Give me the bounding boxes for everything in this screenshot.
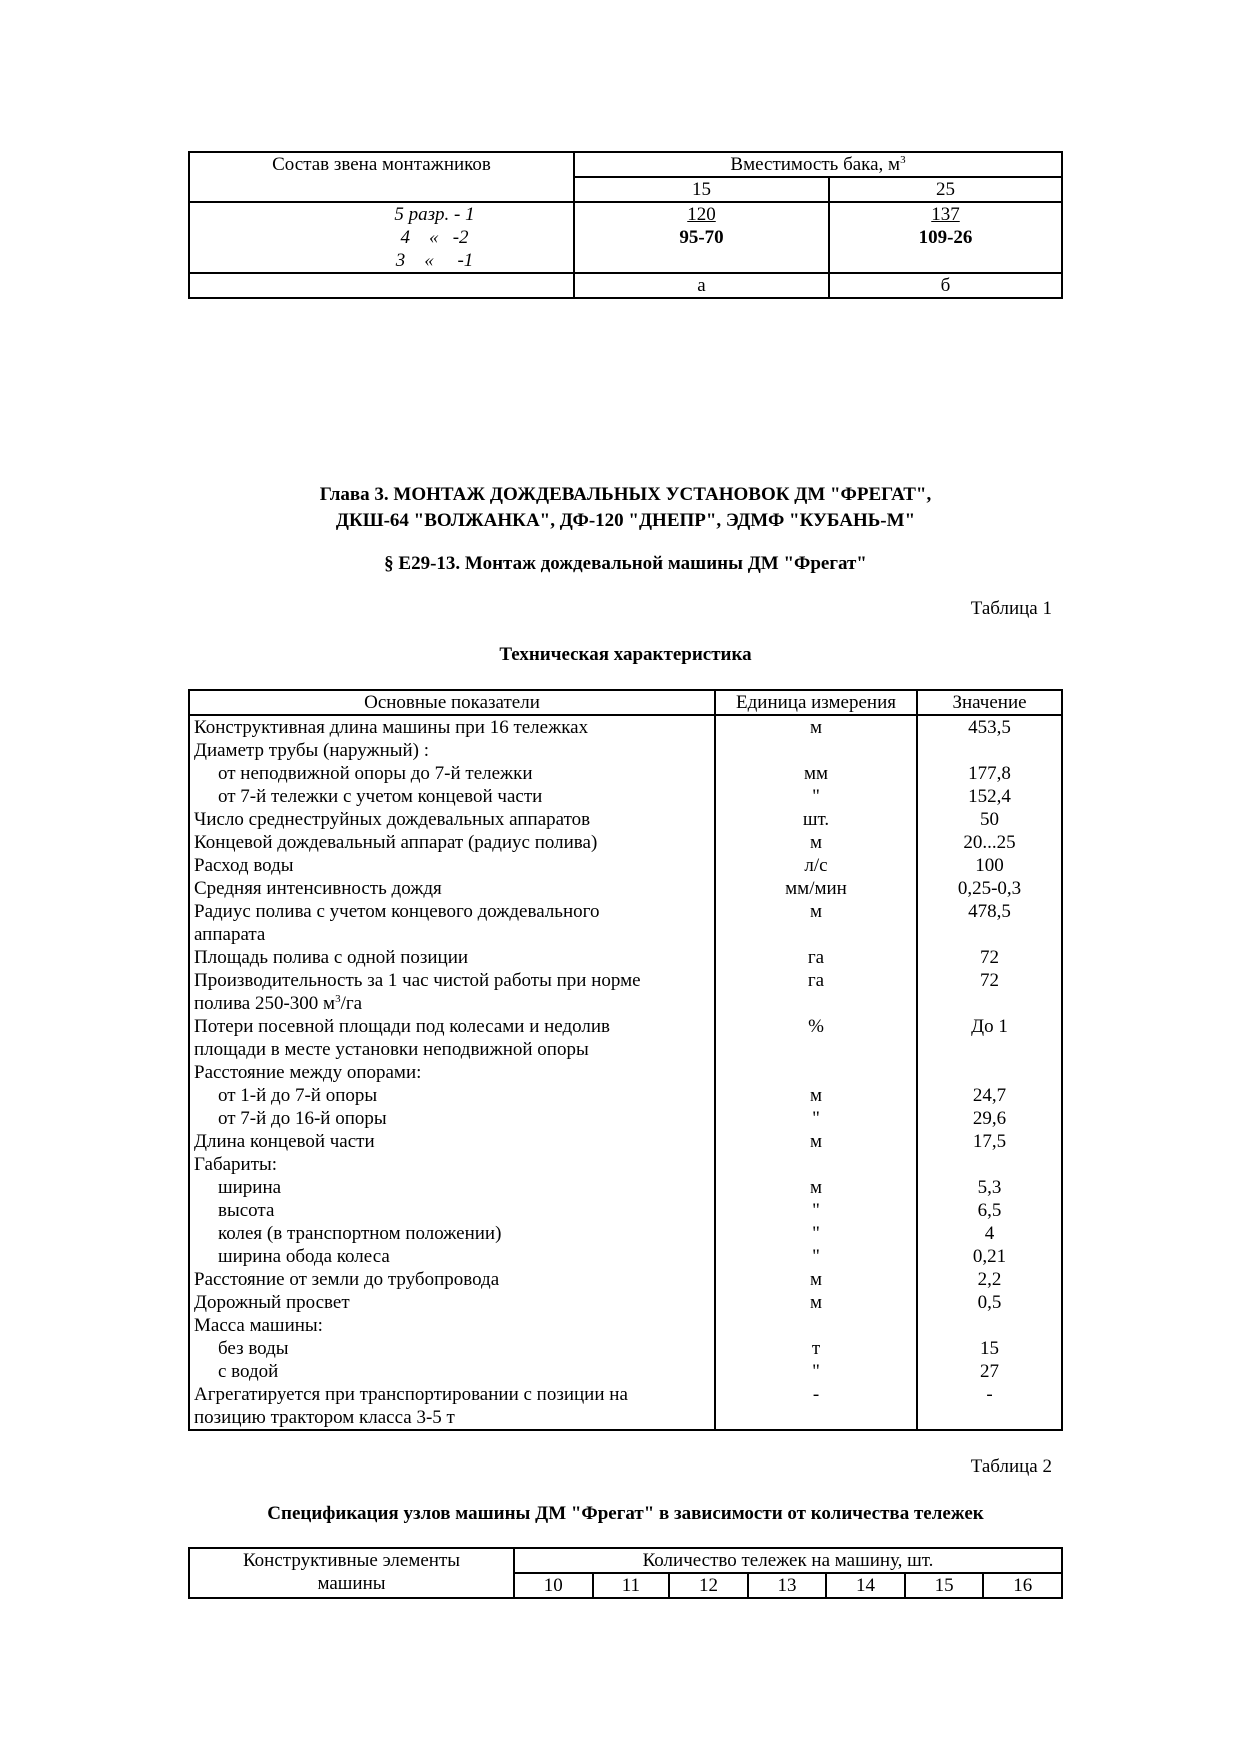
crew-line: 4 « -2 xyxy=(400,227,469,248)
table-row xyxy=(189,923,1062,946)
unit xyxy=(715,923,917,946)
table-row xyxy=(189,739,1062,762)
value xyxy=(917,1406,1062,1430)
technical-specs-table xyxy=(188,689,1063,1431)
table-row xyxy=(189,1153,1062,1176)
value: 29,6 xyxy=(917,1107,1062,1130)
indicator-name: Габариты: xyxy=(189,1153,715,1176)
unit xyxy=(715,739,917,762)
indicator-name: ширина обода колеса xyxy=(189,1245,715,1268)
unit xyxy=(715,1038,917,1061)
empty-cell xyxy=(189,273,574,298)
indicator-name: от 1-й до 7-й опоры xyxy=(189,1084,715,1107)
capacity-25: 25 xyxy=(829,177,1062,202)
table-row xyxy=(189,1360,1062,1383)
table-row xyxy=(189,1038,1062,1061)
indicator-name: площади в месте установки неподвижной опоры xyxy=(189,1038,715,1061)
table-row xyxy=(189,854,1062,877)
value: 20...25 xyxy=(917,831,1062,854)
value: 453,5 xyxy=(917,715,1062,739)
table-1-caption: Техническая характеристика xyxy=(499,644,752,665)
unit: " xyxy=(715,1199,917,1222)
table-row xyxy=(189,1383,1062,1406)
table-row xyxy=(189,992,1062,1015)
indicator-name: Производительность за 1 час чистой работы при норме xyxy=(189,969,715,992)
indicator-name: Концевой дождевальный аппарат (радиус полива) xyxy=(189,831,715,854)
crew-composition xyxy=(189,202,574,273)
capacity-header: Вместимость бака, $м^3$ xyxy=(574,152,1062,177)
unit: " xyxy=(715,1245,917,1268)
indicator-name: Число среднеструйных дождевальных аппаратов xyxy=(189,808,715,831)
unit: мм xyxy=(715,762,917,785)
table-row xyxy=(189,1176,1062,1199)
capacity-15: 15 xyxy=(574,177,829,202)
table-row xyxy=(189,1268,1062,1291)
column-letter-b: б xyxy=(829,273,1062,298)
table-1-label: Таблица 1 xyxy=(970,598,1052,619)
value: 100 xyxy=(917,854,1062,877)
indicator-name: Дорожный просвет xyxy=(189,1291,715,1314)
value: 0,5 xyxy=(917,1291,1062,1314)
norm-a xyxy=(574,202,829,273)
table-row xyxy=(189,1061,1062,1084)
unit: л/с xyxy=(715,854,917,877)
indicator-name: Диаметр трубы (наружный) : xyxy=(189,739,715,762)
value: 0,25-0,3 xyxy=(917,877,1062,900)
indicator-name: Конструктивная длина машины при 16 тележках xyxy=(189,715,715,739)
indicator-name: Длина концевой части xyxy=(189,1130,715,1153)
unit: м xyxy=(715,831,917,854)
unit: " xyxy=(715,1222,917,1245)
indicator-name: без воды xyxy=(189,1337,715,1360)
unit: " xyxy=(715,785,917,808)
table-row xyxy=(189,1107,1062,1130)
indicator-name: Радиус полива с учетом концевого дождевального xyxy=(189,900,715,923)
indicator-name: Расстояние от земли до трубопровода xyxy=(189,1268,715,1291)
unit: м xyxy=(715,1130,917,1153)
crew-capacity-table xyxy=(188,151,1063,299)
crew-line: 3 « -1 xyxy=(395,250,474,271)
table-row xyxy=(189,969,1062,992)
table-row xyxy=(189,715,1062,739)
table-row xyxy=(189,1222,1062,1245)
column-header: Единица измерения xyxy=(715,690,917,715)
count-header: Количество тележек на машину, шт. xyxy=(514,1548,1062,1573)
cart-count: 15 xyxy=(905,1573,984,1598)
indicator-name: высота xyxy=(189,1199,715,1222)
value: 27 xyxy=(917,1360,1062,1383)
unit: " xyxy=(715,1107,917,1130)
unit: м xyxy=(715,900,917,923)
value xyxy=(917,1314,1062,1337)
indicator-name: Масса машины: xyxy=(189,1314,715,1337)
indicator-name: от 7-й тележки с учетом концевой части xyxy=(189,785,715,808)
unit: м xyxy=(715,1291,917,1314)
value: 72 xyxy=(917,969,1062,992)
unit: м xyxy=(715,1084,917,1107)
chapter-title-line: ДКШ-64 "ВОЛЖАНКА", ДФ-120 "ДНЕПР", ЭДМФ "КУБАНЬ-М" xyxy=(335,510,916,531)
table-row xyxy=(189,1291,1062,1314)
table-row xyxy=(189,900,1062,923)
elements-header-line: Конструктивные элементы xyxy=(242,1550,461,1571)
norm-cost: 109-26 xyxy=(918,227,973,248)
norm-cost: 95-70 xyxy=(679,227,724,248)
indicator-name: Средняя интенсивность дождя xyxy=(189,877,715,900)
table-row xyxy=(189,1337,1062,1360)
unit: м xyxy=(715,1268,917,1291)
elements-header-line: машины xyxy=(317,1573,386,1594)
table-2-label: Таблица 2 xyxy=(970,1456,1052,1477)
unit xyxy=(715,1406,917,1430)
norm-b xyxy=(829,202,1062,273)
norm-time: 137 xyxy=(931,204,960,225)
table-row xyxy=(189,831,1062,854)
value xyxy=(917,1038,1062,1061)
table-row xyxy=(189,946,1062,969)
unit: " xyxy=(715,1360,917,1383)
unit: - xyxy=(715,1383,917,1406)
unit: шт. xyxy=(715,808,917,831)
table-row xyxy=(189,1130,1062,1153)
table-row xyxy=(189,785,1062,808)
value: До 1 xyxy=(917,1015,1062,1038)
unit: га xyxy=(715,946,917,969)
unit: т xyxy=(715,1337,917,1360)
column-header: Значение xyxy=(917,690,1062,715)
chapter-title xyxy=(188,482,1063,534)
value: 2,2 xyxy=(917,1268,1062,1291)
value xyxy=(917,1061,1062,1084)
value: 6,5 xyxy=(917,1199,1062,1222)
value: 72 xyxy=(917,946,1062,969)
indicator-name: с водой xyxy=(189,1360,715,1383)
value xyxy=(917,739,1062,762)
value xyxy=(917,923,1062,946)
indicator-name: Площадь полива с одной позиции xyxy=(189,946,715,969)
cart-count: 13 xyxy=(748,1573,827,1598)
column-header: Основные показатели xyxy=(189,690,715,715)
table-row xyxy=(189,1314,1062,1337)
unit: м xyxy=(715,715,917,739)
cart-count: 16 xyxy=(983,1573,1062,1598)
indicator-name: Расход воды xyxy=(189,854,715,877)
indicator-name: от неподвижной опоры до 7-й тележки xyxy=(189,762,715,785)
section-title: § Е29-13. Монтаж дождевальной машины ДМ "Фрегат" xyxy=(384,553,867,574)
indicator-name: Расстояние между опорами: xyxy=(189,1061,715,1084)
unit: га xyxy=(715,969,917,992)
table-2-caption: Спецификация узлов машины ДМ "Фрегат" в зависимости от количества тележек xyxy=(267,1503,984,1524)
value xyxy=(917,992,1062,1015)
indicator-name: Потери посевной площади под колесами и недолив xyxy=(189,1015,715,1038)
table-row xyxy=(189,1245,1062,1268)
unit xyxy=(715,992,917,1015)
spec-by-carts-table xyxy=(188,1547,1063,1599)
indicator-name: полива 250-300 $м^3/га$ xyxy=(189,992,715,1015)
crew-line: 5 разр. - 1 xyxy=(394,204,475,225)
indicator-name: от 7-й до 16-й опоры xyxy=(189,1107,715,1130)
table-row xyxy=(189,877,1062,900)
value: 50 xyxy=(917,808,1062,831)
table-row xyxy=(189,1084,1062,1107)
value: - xyxy=(917,1383,1062,1406)
value: 5,3 xyxy=(917,1176,1062,1199)
column-letter-a: а xyxy=(574,273,829,298)
chapter-title-line: Глава 3. МОНТАЖ ДОЖДЕВАЛЬНЫХ УСТАНОВОК ДМ "ФРЕГАТ", xyxy=(319,484,932,505)
unit xyxy=(715,1314,917,1337)
value: 478,5 xyxy=(917,900,1062,923)
cart-count: 10 xyxy=(514,1573,593,1598)
unit: мм/мин xyxy=(715,877,917,900)
value: 24,7 xyxy=(917,1084,1062,1107)
value xyxy=(917,1153,1062,1176)
cart-count: 14 xyxy=(826,1573,905,1598)
indicator-name: Агрегатируется при транспортировании с позиции на xyxy=(189,1383,715,1406)
value: 4 xyxy=(917,1222,1062,1245)
table-row xyxy=(189,808,1062,831)
value: 17,5 xyxy=(917,1130,1062,1153)
table-row xyxy=(189,1199,1062,1222)
indicator-name: ширина xyxy=(189,1176,715,1199)
unit: м xyxy=(715,1176,917,1199)
value: 177,8 xyxy=(917,762,1062,785)
value: 152,4 xyxy=(917,785,1062,808)
cart-count: 12 xyxy=(669,1573,748,1598)
value: 0,21 xyxy=(917,1245,1062,1268)
table-row xyxy=(189,1015,1062,1038)
unit: % xyxy=(715,1015,917,1038)
indicator-name: аппарата xyxy=(189,923,715,946)
unit xyxy=(715,1061,917,1084)
cart-count: 11 xyxy=(593,1573,670,1598)
crew-header: Состав звена монтажников xyxy=(189,152,574,202)
norm-time: 120 xyxy=(687,204,716,225)
table-row xyxy=(189,1406,1062,1430)
indicator-name: позицию трактором класса 3-5 т xyxy=(189,1406,715,1430)
value: 15 xyxy=(917,1337,1062,1360)
elements-header xyxy=(189,1548,514,1598)
indicator-name: колея (в транспортном положении) xyxy=(189,1222,715,1245)
table-row xyxy=(189,762,1062,785)
unit xyxy=(715,1153,917,1176)
